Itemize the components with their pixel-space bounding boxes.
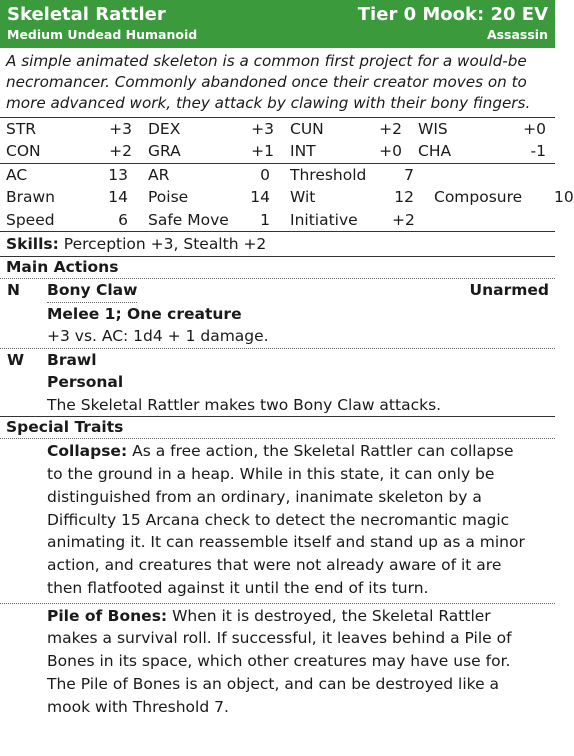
defense-block: [0, 163, 574, 232]
action-effect: The Skeletal Rattler makes two Bony Claw attacks.: [47, 395, 442, 414]
attribute-label: DEX: [148, 119, 181, 138]
defense-label: Brawn: [6, 188, 56, 207]
attribute-value: +2: [379, 119, 402, 138]
defense-value: 7: [404, 165, 414, 184]
defense-label: Poise: [148, 188, 189, 207]
attribute-value: +3: [109, 119, 132, 138]
main-actions-heading: Main Actions: [0, 256, 555, 279]
action-target: Melee 1; One creature: [47, 304, 242, 323]
attribute-label: WIS: [418, 119, 448, 138]
defense-label: Wit: [290, 188, 316, 207]
attribute-value: +2: [109, 142, 132, 161]
defense-label: AC: [6, 165, 28, 184]
attribute-value: +3: [251, 119, 274, 138]
stat-block-header: [0, 0, 555, 48]
defense-row: [6, 209, 549, 232]
attribute-value: -1: [530, 142, 546, 161]
defense-value: 6: [118, 210, 128, 229]
action-name: Brawl: [47, 350, 97, 369]
creature-tier: Tier 0 Mook: 20 EV: [357, 4, 548, 25]
flavor-text: A simple animated skeleton is a common first project for a would-be necromancer. Commonly abandoned once their creator moves on to more advanced work, they attack by clawing with their bony fingers.: [6, 52, 531, 113]
defense-label: Speed: [6, 210, 55, 229]
attribute-block: [0, 117, 555, 163]
attribute-label: STR: [6, 119, 37, 138]
attribute-label: CHA: [418, 142, 452, 161]
creature-type: Medium Undead Humanoid: [7, 27, 198, 42]
trait-entry: [0, 604, 555, 722]
action-entry: [0, 279, 555, 349]
defense-label: Composure: [434, 188, 523, 207]
attribute-label: CUN: [290, 119, 324, 138]
defense-row: [6, 186, 574, 209]
attribute-row: [6, 118, 549, 141]
attribute-value: +1: [251, 142, 274, 161]
action-key: N: [7, 281, 20, 300]
defense-label: Safe Move: [148, 210, 229, 229]
trait-text: When it is destroyed, the Skeletal Rattler makes a survival roll. If successful, it leaves behind a Pile of Bones in its space, which other creatures may have use for. The Pile of Bones is an object, and can be destroyed like a mook with Threshold 7.: [47, 606, 512, 716]
trait-name: Pile of Bones:: [47, 606, 168, 625]
defense-value: 14: [250, 188, 270, 207]
defense-label: AR: [148, 165, 170, 184]
defense-value: 12: [394, 188, 414, 207]
trait-name: Collapse:: [47, 442, 128, 461]
skills-label: Skills:: [6, 235, 59, 254]
defense-label: Threshold: [290, 165, 367, 184]
action-target: Personal: [47, 373, 124, 392]
defense-value: +2: [392, 210, 415, 229]
attribute-value: +0: [379, 142, 402, 161]
action-name: Bony Claw: [47, 279, 137, 303]
defense-label: Initiative: [290, 210, 358, 229]
defense-value: 13: [108, 165, 128, 184]
action-tag: Unarmed: [469, 281, 549, 300]
defense-value: 0: [260, 165, 270, 184]
defense-value: 14: [108, 188, 128, 207]
defense-value: 10: [554, 188, 574, 207]
attribute-label: CON: [6, 142, 41, 161]
action-key: W: [7, 350, 25, 369]
trait-text: As a free action, the Skeletal Rattler can collapse to the ground in a heap. While in this state, it can only be distinguished from an ordinary, inanimate skeleton by a Difficulty 15 Arcana check to detect the necromantic magic animating it. It can reassemble itself and stand up as a minor action, and creatures that were not already aware of it are then flatfooted against it until the end of its turn.: [47, 442, 525, 597]
defense-row: [6, 164, 549, 187]
action-entry: [0, 349, 555, 417]
attribute-value: +0: [523, 119, 546, 138]
creature-name: Skeletal Rattler: [7, 4, 166, 25]
action-effect: +3 vs. AC: 1d4 + 1 damage.: [47, 327, 269, 346]
defense-label: [414, 209, 554, 232]
trait-entry: [0, 439, 555, 604]
special-traits-heading: Special Traits: [0, 416, 555, 439]
defense-label: [414, 164, 554, 187]
creature-role: Assassin: [486, 27, 548, 42]
skills-text: Perception +3, Stealth +2: [63, 235, 267, 254]
attribute-row: [6, 140, 549, 163]
defense-value: 1: [260, 210, 270, 229]
attribute-label: GRA: [148, 142, 181, 161]
skills-line: [0, 231, 555, 256]
attribute-label: INT: [290, 142, 316, 161]
